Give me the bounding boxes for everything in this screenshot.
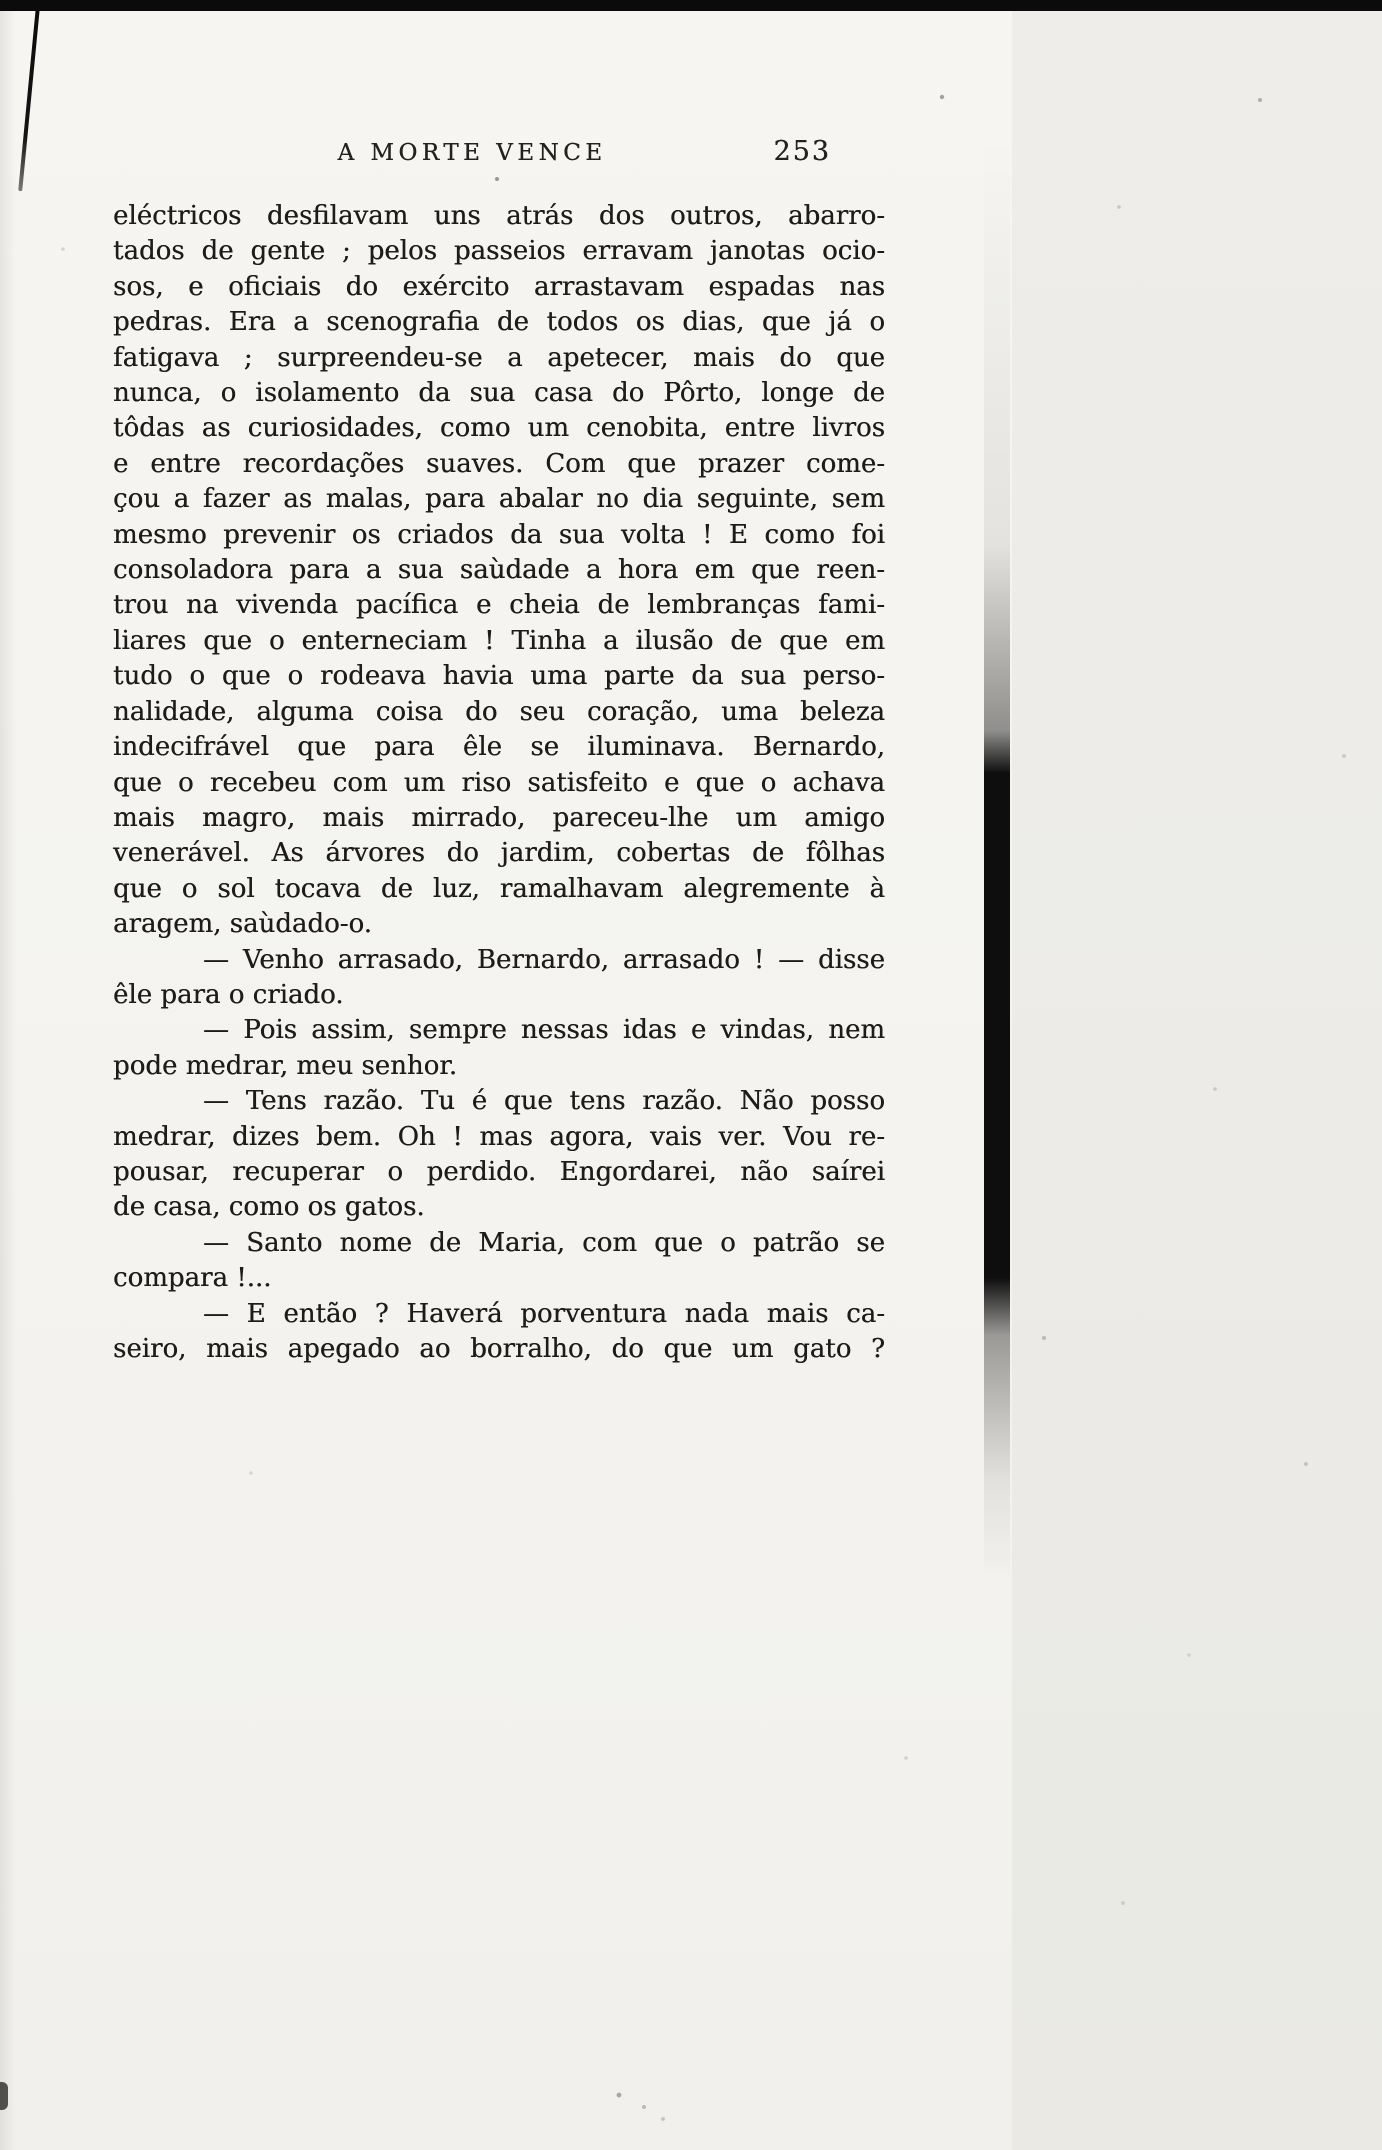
text-line: nalidade, alguma coisa do seu coração, uma beleza [113,696,885,727]
text-line: trou na vivenda pacífica e cheia de lembranças fami- [113,590,885,621]
text-line: pode medrar, meu senhor. [113,1050,458,1081]
text-line: çou a fazer as malas, para abalar no dia seguinte, sem [113,484,885,515]
body-text [113,199,885,1367]
page-edge-shadow [0,0,16,2150]
text-line: pousar, recuperar o perdido. Engordarei, não saírei [113,1156,885,1187]
page-header [113,136,883,172]
page-number: 253 [773,136,831,167]
text-line: — E então ? Haverá porventura nada mais ca- [203,1298,885,1329]
text-line: venerável. As árvores do jardim, cobertas de fôlhas [113,838,885,869]
text-line: fatigava ; surpreendeu-se a apetecer, mais do que [113,342,885,373]
text-line: indecifrável que para êle se iluminava. Bernardo, [113,732,885,763]
text-line: — Santo nome de Maria, com que o patrão se [203,1227,885,1258]
text-line: e entre recordações suaves. Com que prazer come- [113,448,885,479]
text-line: tôdas as curiosidades, como um cenobita, entre livros [113,413,885,444]
text-line: êle para o criado. [113,979,344,1010]
text-line: eléctricos desfilavam uns atrás dos outros, abarro- [113,201,885,231]
text-line: seiro, mais apegado ao borralho, do que um gato ? [113,1334,885,1364]
text-line: — Tens razão. Tu é que tens razão. Não posso [203,1086,885,1117]
text-line: liares que o enterneciam ! Tinha a ilusão de que em [113,625,885,656]
text-line: aragem, saùdado-o. [113,909,372,940]
text-line: pedras. Era a scenografia de todos os dias, que já o [113,307,885,338]
text-line: consoladora para a sua saùdade a hora em que reen- [113,555,885,586]
scan-artifact-edge-mark [0,2082,8,2110]
scan-artifact-right-band [984,140,1010,1580]
text-line: compara !... [113,1263,272,1294]
text-line: que o recebeu com um riso satisfeito e que o achava [113,767,885,798]
text-line: tados de gente ; pelos passeios erravam janotas ocio- [113,236,885,267]
scan-artifact-fold-line [18,6,40,192]
scan-background-right [1012,0,1382,2150]
scan-noise-speckles [0,0,2,2]
text-line: medrar, dizes bem. Oh ! mas agora, vais ver. Vou re- [113,1121,885,1152]
text-line: nunca, o isolamento da sua casa do Pôrto, longe de [113,378,885,409]
text-line: mais magro, mais mirrado, pareceu-lhe um amigo [113,802,885,833]
text-line: tudo o que o rodeava havia uma parte da sua perso- [113,661,885,692]
scan-artifact-top-bar [0,0,1382,11]
text-line: que o sol tocava de luz, ramalhavam alegremente à [113,873,885,904]
text-line: de casa, como os gatos. [113,1192,425,1223]
running-title: A MORTE VENCE [337,140,607,166]
text-line: mesmo prevenir os criados da sua volta ! E como foi [113,519,885,550]
text-line: — Venho arrasado, Bernardo, arrasado ! — disse [203,944,885,975]
text-line: sos, e oficiais do exército arrastavam espadas nas [113,271,885,302]
text-line: — Pois assim, sempre nessas idas e vindas, nem [203,1015,885,1046]
